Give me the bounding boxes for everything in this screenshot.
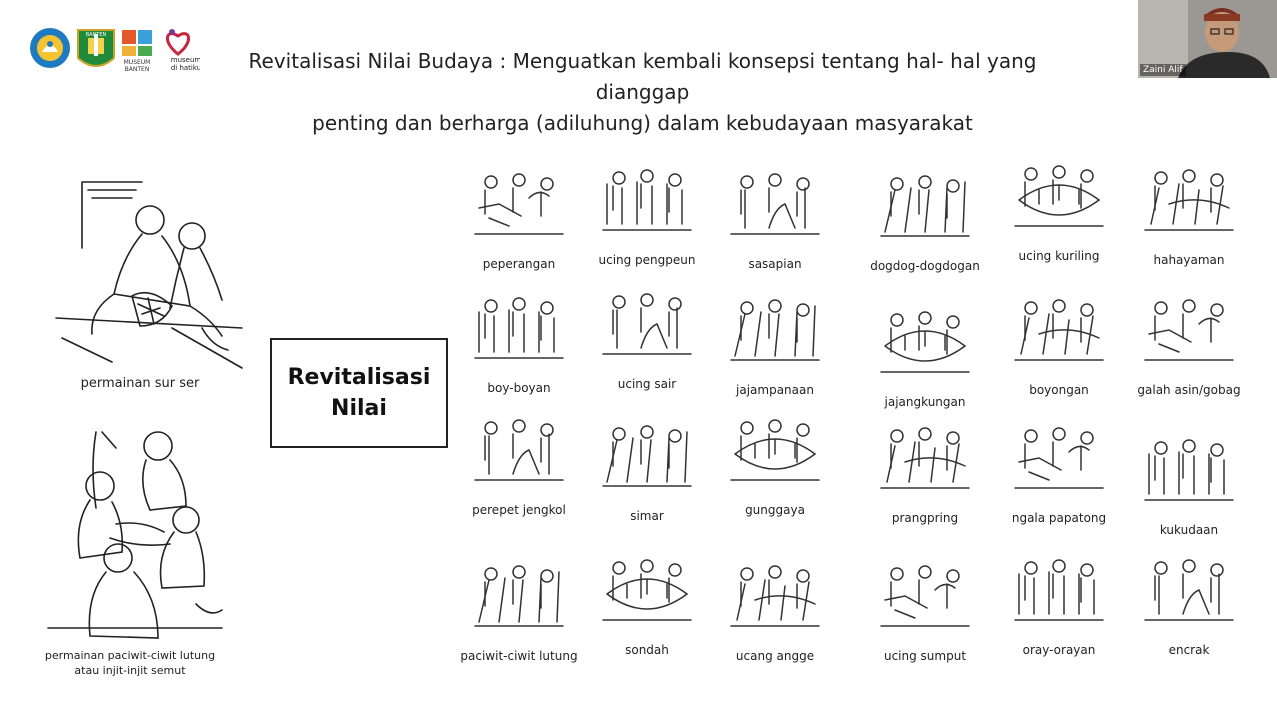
game-illustration [725,168,825,240]
game-illustration [1009,554,1109,626]
game-illustration [725,560,825,632]
svg-text:MUSEUM: MUSEUM [123,59,151,66]
game-caption: boy-boyan [487,381,551,395]
game-tile-jajampanaan [711,294,839,398]
game-caption: ngala papatong [1011,511,1107,525]
game-tile-hahayaman [1125,164,1253,268]
game-tile-gunggaya [711,414,839,518]
game-caption: peperangan [482,257,556,271]
game-illustration [597,288,697,360]
game-tile-ucing-pengpeun [583,164,711,268]
game-caption: simar [630,509,664,523]
caption-sur-ser: permainan sur ser [80,376,200,391]
tut-wuri-handayani-logo [30,28,70,68]
game-illustration [1139,434,1239,506]
revitalisasi-box-line2: Nilai [331,396,387,421]
caption-paciwit-line1: permainan paciwit-ciwit lutung [44,649,216,662]
svg-text:BANTEN: BANTEN [124,66,150,73]
game-illustration [597,420,697,492]
game-illustration [875,306,975,378]
game-tile-ucing-sair [583,288,711,392]
game-illustration [1139,554,1239,626]
game-caption: oray-orayan [1022,643,1096,657]
game-caption: jajangkungan [884,395,966,409]
svg-text:BANTEN: BANTEN [85,32,107,38]
game-tile-prangpring [861,422,989,526]
game-tile-oray-orayan [995,554,1123,658]
logo-strip [28,24,200,76]
game-illustration [469,560,569,632]
game-tile-sasapian [711,168,839,272]
game-caption: ucing sair [617,377,677,391]
museum-di-hatiku-logo [167,29,200,72]
game-illustration [875,170,975,242]
game-illustration [875,422,975,494]
game-tile-jajangkungan [861,306,989,410]
game-illustration [1009,294,1109,366]
game-caption: gunggaya [745,503,805,517]
game-caption: sondah [625,643,669,657]
slide-title-line1: Revitalisasi Nilai Budaya : Menguatkan kembali konsepsi tentang hal- hal yang dianggap [248,49,1037,104]
svg-text:di hatiku: di hatiku [170,64,200,72]
game-tile-peperangan [455,168,583,272]
game-caption: ucang angge [735,649,815,663]
game-tile-dogdog-dogdogan [861,170,989,274]
game-caption: jajampanaan [736,383,814,397]
revitalisasi-nilai-box [270,338,448,448]
caption-paciwit-ciwit-lutung [40,648,220,678]
slide-title-line2: penting dan berharga (adiluhung) dalam kebudayaan masyarakat [312,111,973,135]
banten-province-seal [78,30,114,66]
game-illustration [725,414,825,486]
game-caption: sasapian [748,257,802,271]
caption-paciwit-line2: atau injit-injit semut [74,664,186,677]
game-tile-perepet-jengkol [455,414,583,518]
game-caption: ucing sumput [883,649,967,663]
revitalisasi-box-line1: Revitalisasi [287,365,431,390]
game-illustration [1139,294,1239,366]
game-caption: encrak [1168,643,1210,657]
game-illustration [597,554,697,626]
game-illustration [469,414,569,486]
game-tile-ucing-kuriling [995,160,1123,264]
participant-video-tile[interactable] [1138,0,1277,78]
game-tile-ucang-angge [711,560,839,664]
game-illustration [725,294,825,366]
museum-banten-logo [122,30,152,73]
game-caption: boyongan [1029,383,1089,397]
game-tile-paciwit-ciwit-lutung [455,560,583,664]
svg-text:museum: museum [170,56,200,64]
slide-title [205,46,1080,139]
game-caption: prangpring [891,511,959,525]
game-caption: perepet jengkol [472,503,566,517]
game-caption: hahayaman [1153,253,1225,267]
game-caption: galah asin/gobag [1137,383,1241,397]
game-tile-boy-boyan [455,292,583,396]
illustration-paciwit-ciwit-lutung [46,428,226,644]
game-tile-ngala-papatong [995,422,1123,526]
game-illustration [875,560,975,632]
game-tile-kukudaan [1125,434,1253,538]
game-caption: ucing kuriling [1018,249,1100,263]
game-illustration [469,292,569,364]
game-tile-encrak [1125,554,1253,658]
game-illustration [469,168,569,240]
game-caption: ucing pengpeun [598,253,696,267]
game-caption: paciwit-ciwit lutung [460,649,578,663]
game-caption: dogdog-dogdogan [870,259,980,273]
game-illustration [1009,422,1109,494]
game-illustration [597,164,697,236]
game-tile-simar [583,420,711,524]
game-illustration [1009,160,1109,232]
game-tile-galah-asin-gobag [1125,294,1253,398]
participant-name: Zaini Alif [1140,64,1186,76]
illustration-sur-ser [52,178,248,370]
game-tile-sondah [583,554,711,658]
game-tile-boyongan [995,294,1123,398]
game-tile-ucing-sumput [861,560,989,664]
game-caption: kukudaan [1159,523,1219,537]
game-illustration [1139,164,1239,236]
